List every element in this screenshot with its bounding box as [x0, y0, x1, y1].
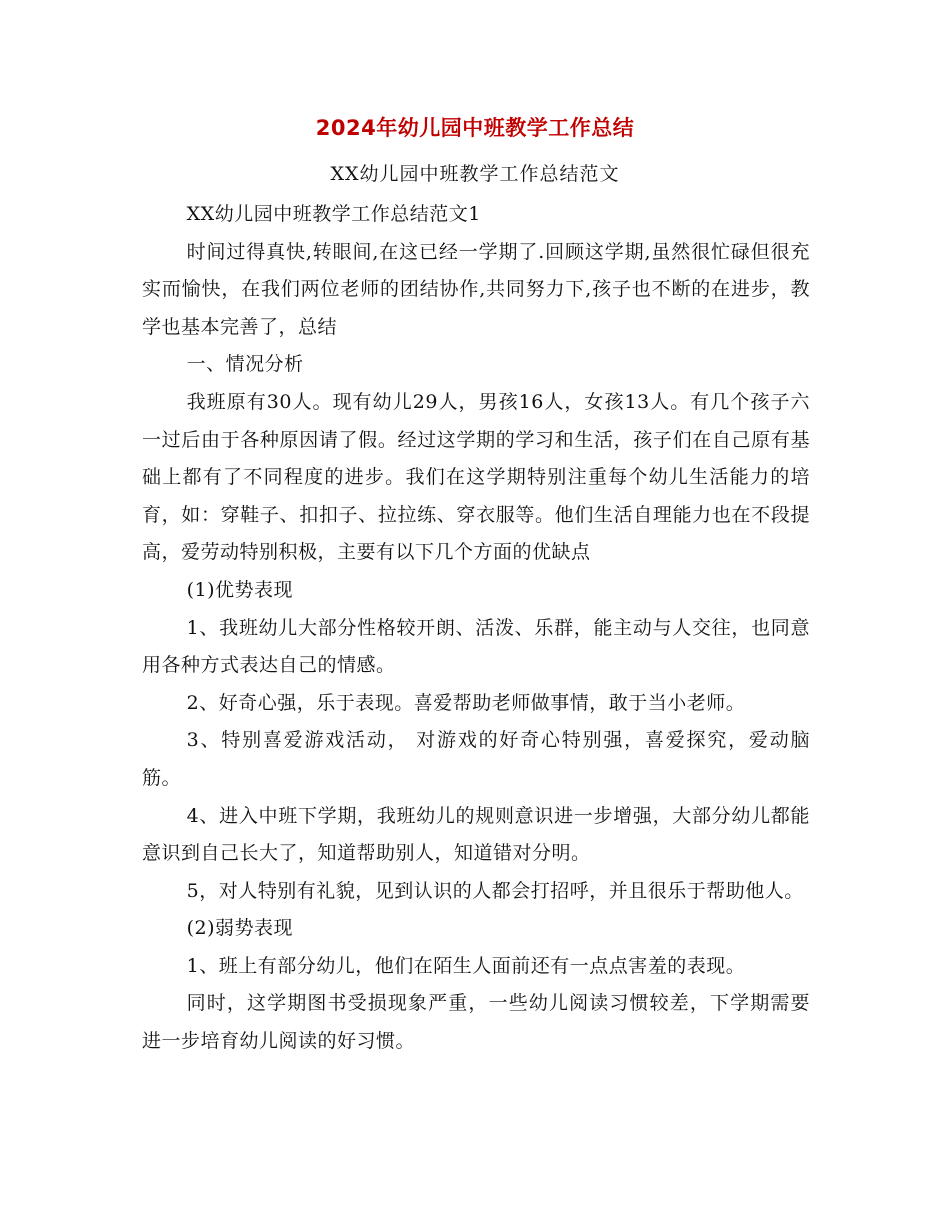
subheading-weaknesses: (2)弱势表现: [186, 917, 294, 940]
weakness-item: 1、班上有部分幼儿，他们在陌生人面前还有一点点害羞的表现。: [186, 954, 746, 977]
section-heading-sample: XX幼儿园中班教学工作总结范文1: [186, 203, 481, 225]
closing-paragraph: 同时，这学期图书受损现象严重，一些幼儿阅读习惯较差，下学期需要进一步培育幼儿阅读的好习惯。: [142, 992, 810, 1053]
intro-paragraph: 时间过得真快,转眼间,在这已经一学期了.回顾这学期,虽然很忙碌但很充实而愉快，在我们两位老师的团结协作,共同努力下,孩子也不断的在进步，教学也基本完善了，总结: [142, 240, 810, 338]
strength-item: 5，对人特别有礼貌，见到认识的人都会打招呼，并且很乐于帮助他人。: [186, 879, 804, 902]
section-heading-analysis: 一、情况分析: [186, 353, 304, 376]
strength-item: 2、好奇心强，乐于表现。喜爱帮助老师做事情，敢于当小老师。: [186, 691, 746, 714]
subheading-strengths: (1)优势表现: [186, 578, 294, 601]
strength-item: 1、我班幼儿大部分性格较开朗、活泼、乐群，能主动与人交往，也同意用各种方式表达自己的情感。: [142, 616, 810, 677]
analysis-paragraph: 我班原有30人。现有幼儿29人，男孩16人，女孩13人。有几个孩子六一过后由于各种原因请了假。经过这学期的学习和生活，孩子们在自己原有基础上都有了不同程度的进步。我们在这学期特别注重每个幼儿生活能力的培育，如：穿鞋子、扣扣子、拉拉练、穿衣服等。他们生活自理能力也在不段提高，爱劳动特别积极，主要有以下几个方面的优缺点: [142, 390, 810, 564]
document-body: [142, 196, 810, 1061]
strength-item: 4、进入中班下学期，我班幼儿的规则意识进一步增强，大部分幼儿都能意识到自己长大了，知道帮助别人，知道错对分明。: [142, 804, 810, 865]
document-subtitle: XX幼儿园中班教学工作总结范文: [330, 163, 620, 185]
strength-item: 3、特别喜爱游戏活动， 对游戏的好奇心特别强，喜爱探究，爱动脑筋。: [142, 729, 810, 789]
document-title: 2024年幼儿园中班教学工作总结: [315, 116, 635, 140]
